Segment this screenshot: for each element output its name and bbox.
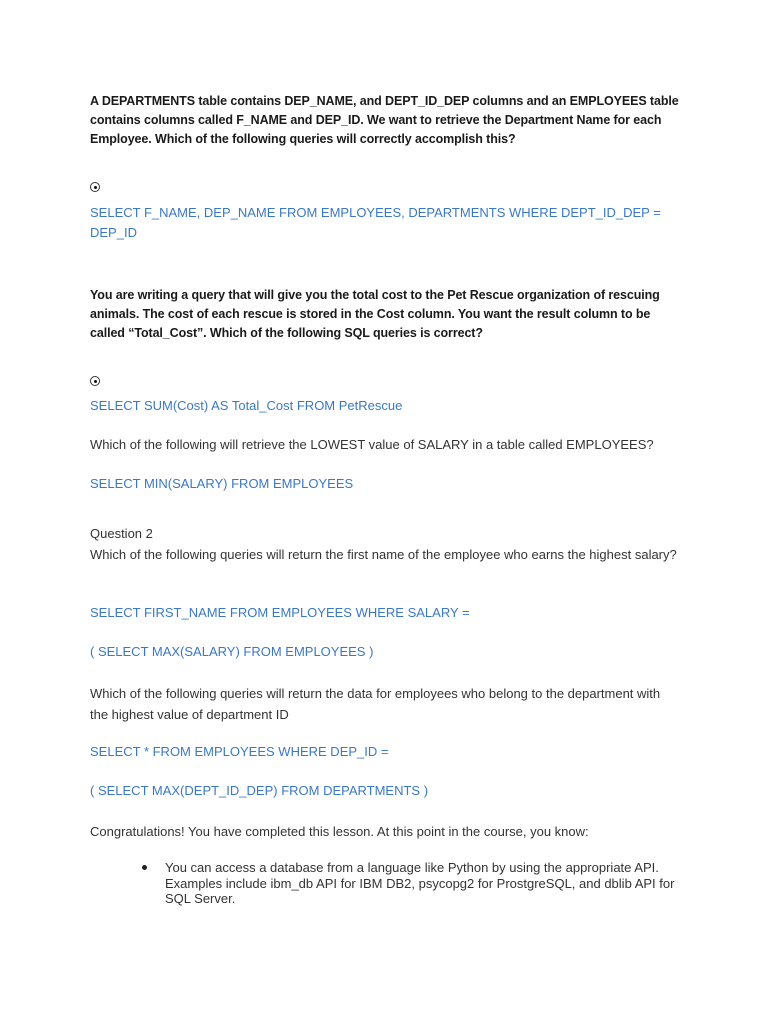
bullet-icon <box>142 865 147 870</box>
answer-pet-rescue: SELECT SUM(Cost) AS Total_Cost FROM PetRescue <box>90 398 403 413</box>
question-pet-rescue: You are writing a query that will give you the total cost to the Pet Rescue organization of rescuing animals. The cost of each rescue is stored in the Cost column. You want the result column to be called “Total_Cost”. Which of the following SQL queries is correct? <box>90 288 660 340</box>
selected-radio-icon <box>90 182 100 192</box>
summary-intro: Congratulations! You have completed this lesson. At this point in the course, you know: <box>90 824 589 839</box>
answer-highest-dept-line2: ( SELECT MAX(DEPT_ID_DEP) FROM DEPARTMENTS ) <box>90 783 429 798</box>
summary-bullet-text: You can access a database from a language like Python by using the appropriate API. Examples include ibm_db API for IBM DB2, psycopg2 for ProstgreSQL, and dblib API for SQL Server. <box>165 860 675 906</box>
answer-departments: SELECT F_NAME, DEP_NAME FROM EMPLOYEES, DEPARTMENTS WHERE DEPT_ID_DEP = DEP_ID <box>90 205 661 240</box>
question-heading: Question 2 <box>90 526 153 541</box>
answer-highest-salary-line1: SELECT FIRST_NAME FROM EMPLOYEES WHERE SALARY = <box>90 605 470 620</box>
question-lowest-salary: Which of the following will retrieve the LOWEST value of SALARY in a table called EMPLOYEES? <box>90 437 654 452</box>
question-highest-dept: Which of the following queries will return the data for employees who belong to the department with the highest value of department ID <box>90 686 661 722</box>
question-highest-salary: Which of the following queries will return the first name of the employee who earns the highest salary? <box>90 547 677 562</box>
selected-radio-icon <box>90 376 100 386</box>
answer-lowest-salary: SELECT MIN(SALARY) FROM EMPLOYEES <box>90 476 354 491</box>
question-departments: A DEPARTMENTS table contains DEP_NAME, and DEPT_ID_DEP columns and an EMPLOYEES table contains columns called F_NAME and DEP_ID. We want to retrieve the Department Name for each Employee. Which of the following queries will correctly accomplish this? <box>90 94 679 146</box>
answer-highest-salary-line2: ( SELECT MAX(SALARY) FROM EMPLOYEES ) <box>90 644 374 659</box>
summary-bullet <box>142 860 702 907</box>
answer-highest-dept-line1: SELECT * FROM EMPLOYEES WHERE DEP_ID = <box>90 744 389 759</box>
